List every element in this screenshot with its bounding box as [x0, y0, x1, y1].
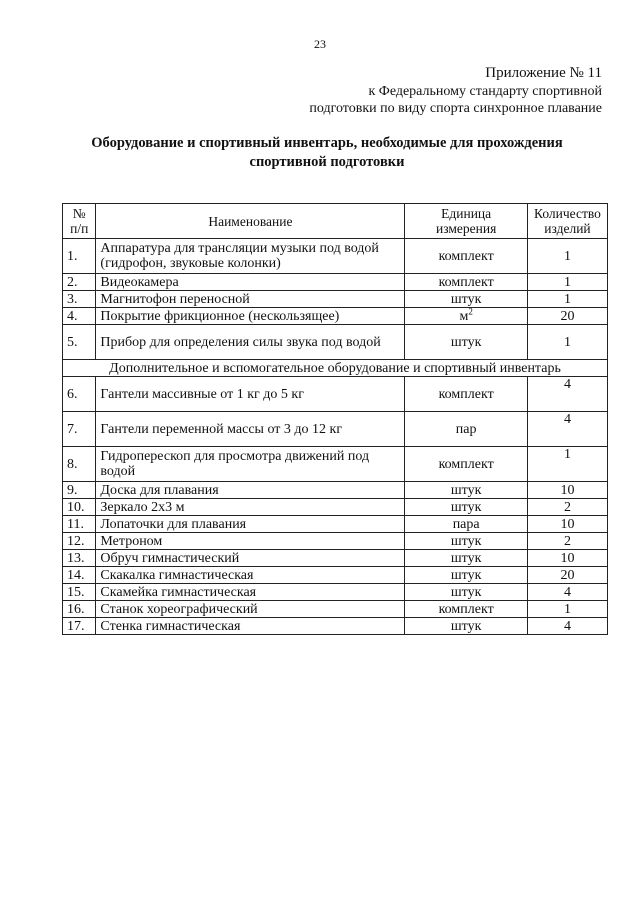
row-quantity: 4 — [527, 412, 607, 447]
row-number: 15. — [63, 584, 96, 601]
row-name: Стенка гимнастическая — [96, 618, 405, 635]
row-unit: штук — [405, 584, 528, 601]
row-quantity: 2 — [527, 533, 607, 550]
row-name: Метроном — [96, 533, 405, 550]
row-quantity: 1 — [527, 447, 607, 482]
table-row — [63, 499, 608, 516]
row-name: Аппаратура для трансляции музыки под водой (гидрофон, звуковые колонки) — [96, 239, 405, 274]
header-number — [63, 204, 96, 239]
table-row — [63, 482, 608, 499]
row-quantity: 1 — [527, 239, 607, 274]
table-row — [63, 325, 608, 360]
row-number: 8. — [63, 447, 96, 482]
row-unit-superscript: 2 — [468, 305, 473, 316]
row-unit: штук — [405, 550, 528, 567]
row-number: 14. — [63, 567, 96, 584]
row-unit — [405, 305, 528, 325]
row-name: Гантели массивные от 1 кг до 5 кг — [96, 377, 405, 412]
row-quantity: 20 — [527, 567, 607, 584]
table-row — [63, 533, 608, 550]
section-row — [63, 360, 608, 377]
section-label: Дополнительное и вспомогательное оборудование и спортивный инвентарь — [63, 360, 608, 377]
row-unit: штук — [405, 499, 528, 516]
appendix-reference: к Федеральному стандарту спортивной — [368, 84, 602, 99]
row-name: Видеокамера — [96, 274, 405, 291]
row-unit: комплект — [405, 447, 528, 482]
row-name: Доска для плавания — [96, 482, 405, 499]
row-unit: комплект — [405, 601, 528, 618]
row-name: Обруч гимнастический — [96, 550, 405, 567]
row-name: Скакалка гимнастическая — [96, 567, 405, 584]
table-row — [63, 584, 608, 601]
page-number: 23 — [314, 37, 326, 51]
header-quantity-line-1: Количество — [534, 206, 601, 221]
header-name: Наименование — [96, 204, 405, 239]
row-number: 4. — [63, 308, 96, 325]
row-number: 1. — [63, 239, 96, 274]
header-unit-line-2: измерения — [436, 221, 497, 236]
appendix-heading — [309, 64, 602, 117]
row-quantity: 10 — [527, 482, 607, 499]
row-name: Гидроперескоп для просмотра движений под водой — [96, 447, 405, 482]
table-row — [63, 308, 608, 325]
row-number: 3. — [63, 291, 96, 308]
table-row — [63, 239, 608, 274]
row-quantity: 2 — [527, 499, 607, 516]
document-title — [40, 134, 614, 172]
row-number: 13. — [63, 550, 96, 567]
title-line-1: Оборудование и спортивный инвентарь, необходимые для прохождения — [91, 135, 563, 151]
row-unit: штук — [405, 325, 528, 360]
header-quantity — [527, 204, 607, 239]
table-row — [63, 291, 608, 308]
table-row — [63, 412, 608, 447]
row-unit: штук — [405, 482, 528, 499]
row-name: Станок хореографический — [96, 601, 405, 618]
row-unit: комплект — [405, 274, 528, 291]
row-unit: штук — [405, 291, 528, 308]
row-quantity: 1 — [527, 325, 607, 360]
table-row — [63, 601, 608, 618]
row-quantity: 10 — [527, 550, 607, 567]
row-number: 10. — [63, 499, 96, 516]
table-header-row — [63, 204, 608, 239]
row-number: 6. — [63, 377, 96, 412]
table-row — [63, 377, 608, 412]
row-name: Покрытие фрикционное (нескользящее) — [96, 308, 405, 325]
row-name: Прибор для определения силы звука под водой — [96, 325, 405, 360]
row-quantity: 4 — [527, 584, 607, 601]
row-unit: штук — [405, 618, 528, 635]
row-number: 16. — [63, 601, 96, 618]
row-quantity: 1 — [527, 274, 607, 291]
row-name: Лопаточки для плавания — [96, 516, 405, 533]
row-unit: пар — [405, 412, 528, 447]
appendix-number: Приложение № 11 — [485, 65, 602, 81]
title-line-2: спортивной подготовки — [249, 154, 405, 170]
appendix-sport: подготовки по виду спорта синхронное плавание — [309, 101, 602, 116]
row-quantity: 4 — [527, 377, 607, 412]
table-row — [63, 550, 608, 567]
table-row — [63, 447, 608, 482]
row-unit: штук — [405, 533, 528, 550]
header-unit — [405, 204, 528, 239]
row-quantity: 4 — [527, 618, 607, 635]
row-quantity: 20 — [527, 308, 607, 325]
row-number: 2. — [63, 274, 96, 291]
row-number: 7. — [63, 412, 96, 447]
row-quantity: 10 — [527, 516, 607, 533]
row-quantity: 1 — [527, 291, 607, 308]
header-unit-line-1: Единица — [441, 206, 492, 221]
row-name: Магнитофон переносной — [96, 291, 405, 308]
header-quantity-line-2: изделий — [544, 221, 591, 236]
table-row — [63, 618, 608, 635]
table-row — [63, 274, 608, 291]
row-name: Скамейка гимнастическая — [96, 584, 405, 601]
table-row — [63, 567, 608, 584]
equipment-table — [62, 203, 608, 635]
row-unit-base: м — [459, 308, 469, 324]
row-quantity: 1 — [527, 601, 607, 618]
row-number: 12. — [63, 533, 96, 550]
header-number-line-1: № — [72, 206, 86, 221]
row-number: 11. — [63, 516, 96, 533]
row-number: 9. — [63, 482, 96, 499]
row-name: Гантели переменной массы от 3 до 12 кг — [96, 412, 405, 447]
table-row — [63, 516, 608, 533]
row-unit: комплект — [405, 239, 528, 274]
row-number: 17. — [63, 618, 96, 635]
row-number: 5. — [63, 325, 96, 360]
row-unit: комплект — [405, 377, 528, 412]
row-name: Зеркало 2х3 м — [96, 499, 405, 516]
row-unit: штук — [405, 567, 528, 584]
row-unit: пара — [405, 516, 528, 533]
header-number-line-2: п/п — [70, 221, 89, 236]
